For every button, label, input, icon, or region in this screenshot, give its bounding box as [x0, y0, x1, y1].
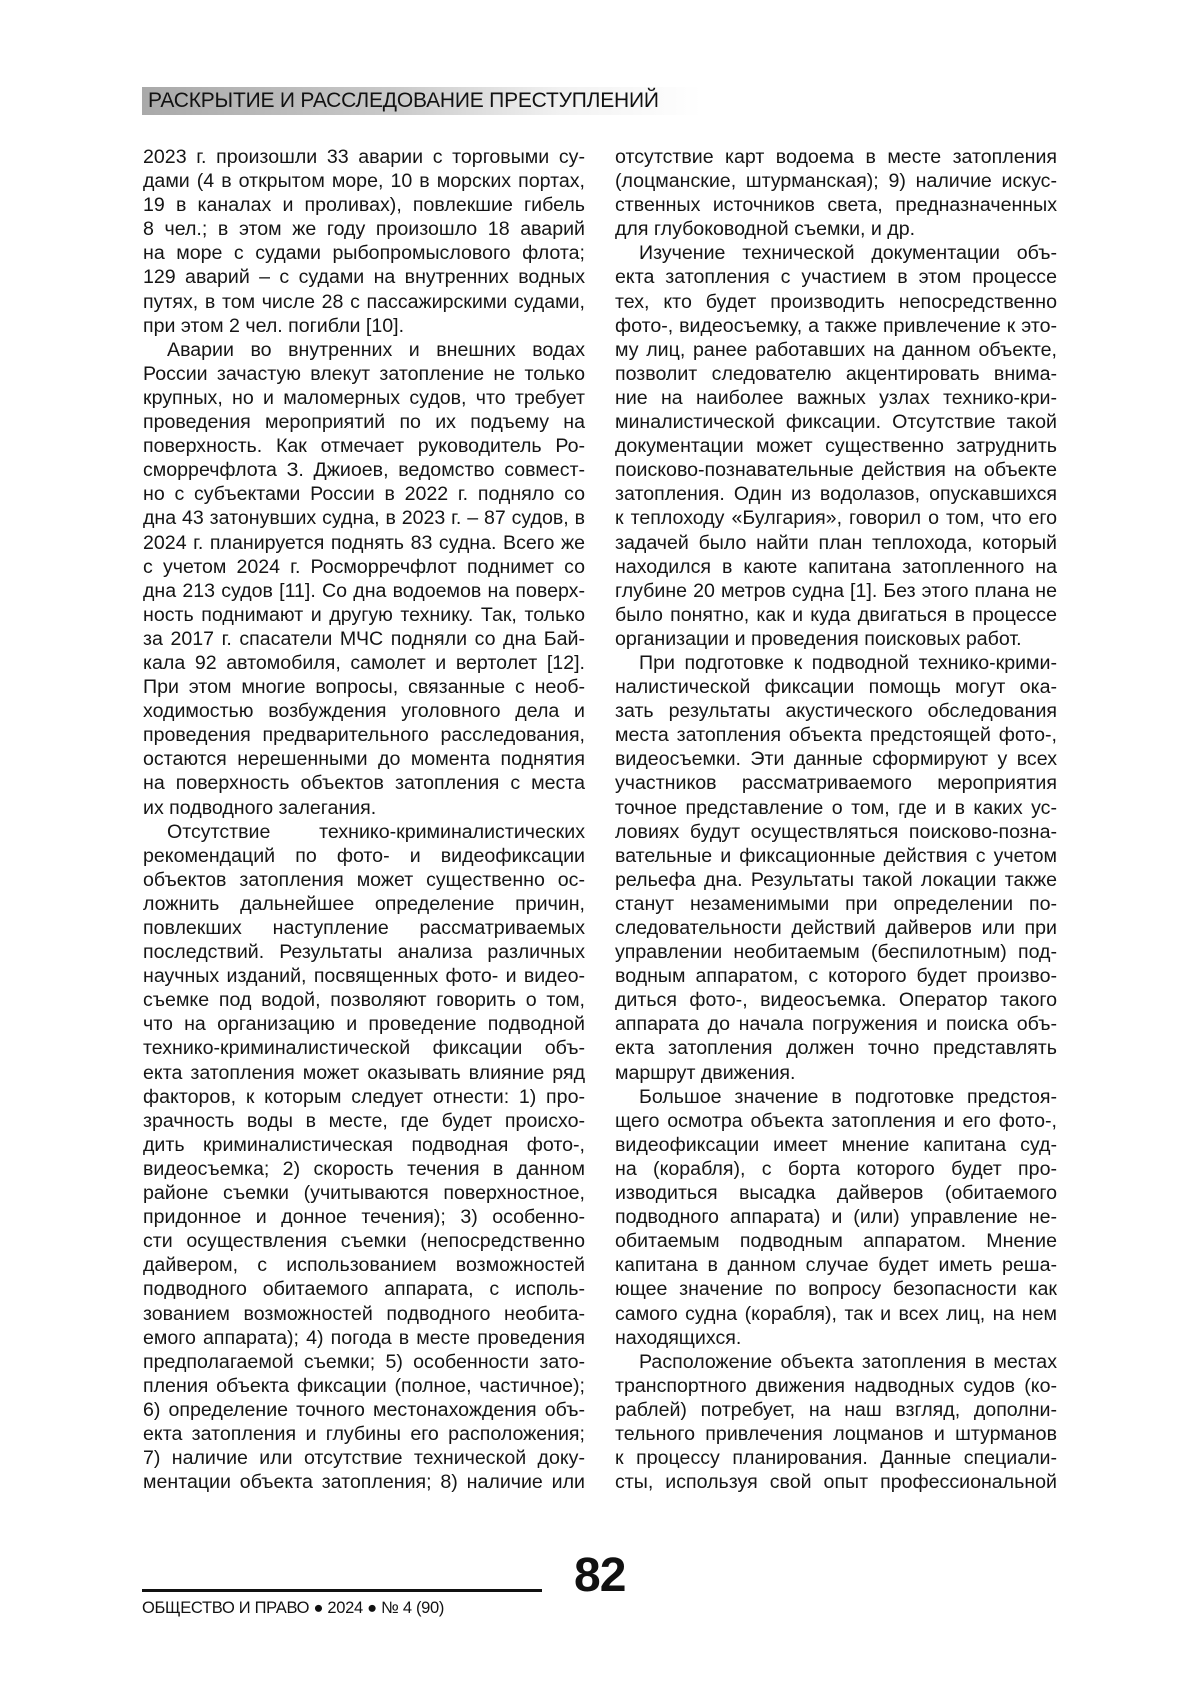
- text-line: их подводного залегания.: [143, 796, 585, 820]
- text-line: емого аппарата); 4) погода в месте проведения: [143, 1326, 585, 1350]
- text-line: пления объекта фиксации (полное, частичное);: [143, 1374, 585, 1398]
- text-line: капитана в данном случае будет иметь реша-: [615, 1253, 1057, 1277]
- text-line: дить криминалистическая подводная фото-,: [143, 1133, 585, 1157]
- text-line: за 2017 г. спасатели МЧС подняли со дна Бай-: [143, 627, 585, 651]
- text-line: екта затопления и глубины его расположения;: [143, 1422, 585, 1446]
- text-line: дами (4 в открытом море, 10 в морских портах,: [143, 169, 585, 193]
- paragraph: [143, 820, 585, 1495]
- text-line: повлекших наступление рассматриваемых: [143, 916, 585, 940]
- text-line: что на организацию и проведение подводной: [143, 1012, 585, 1036]
- text-line: 19 в каналах и проливах), повлекшие гибель: [143, 193, 585, 217]
- footer-divider: [142, 1589, 542, 1592]
- text-line: екта затопления должен точно представлять: [615, 1036, 1057, 1060]
- text-line: 129 аварий – с судами на внутренних водных: [143, 265, 585, 289]
- text-line: рельефа дна. Результаты такой локации также: [615, 868, 1057, 892]
- text-line: управлении необитаемым (беспилотным) под-: [615, 940, 1057, 964]
- text-line: Изучение технической документации объ-: [615, 241, 1057, 265]
- text-line: отсутствие карт водоема в месте затопления: [615, 145, 1057, 169]
- text-line: технико-криминалистической фиксации объ-: [143, 1036, 585, 1060]
- text-line: подводного обитаемого аппарата, с исполь-: [143, 1277, 585, 1301]
- text-line: ходимостью возбуждения уголовного дела и: [143, 699, 585, 723]
- text-line: диться фото-, видеосъемка. Оператор такого: [615, 988, 1057, 1012]
- text-line: ментации объекта затопления; 8) наличие или: [143, 1470, 585, 1494]
- text-line: станут незаменимыми при определении по-: [615, 892, 1057, 916]
- text-line: дна 213 судов [11]. Со дна водоемов на поверх-: [143, 579, 585, 603]
- left-column: [143, 145, 585, 1494]
- text-line: 6) определение точного местонахождения объ-: [143, 1398, 585, 1422]
- text-line: подводного аппарата) и (или) управление не-: [615, 1205, 1057, 1229]
- text-line: Аварии во внутренних и внешних водах: [143, 338, 585, 362]
- text-line: районе съемки (учитываются поверхностное,: [143, 1181, 585, 1205]
- text-line: видеофиксации имеет мнение капитана суд-: [615, 1133, 1057, 1157]
- text-line: му лиц, ранее работавших на данном объекте,: [615, 338, 1057, 362]
- text-line: маршрут движения.: [615, 1061, 1057, 1085]
- text-line: точное представление о том, где и в каких ус-: [615, 796, 1057, 820]
- paragraph: [143, 338, 585, 820]
- text-line: но с субъектами России в 2022 г. подняло со: [143, 482, 585, 506]
- text-line: фото-, видеосъемку, а также привлечение к это-: [615, 314, 1057, 338]
- journal-info: ОБЩЕСТВО И ПРАВО ● 2024 ● № 4 (90): [142, 1599, 444, 1618]
- text-line: Расположение объекта затопления в местах: [615, 1350, 1057, 1374]
- text-line: на море с судами рыбопромыслового флота;: [143, 241, 585, 265]
- text-line: сморречфлота З. Джиоев, ведомство совмест-: [143, 458, 585, 482]
- text-line: транспортного движения надводных судов (ко-: [615, 1374, 1057, 1398]
- text-line: 2023 г. произошли 33 аварии с торговыми су-: [143, 145, 585, 169]
- right-column: [615, 145, 1057, 1494]
- text-line: проведения предварительного расследования,: [143, 723, 585, 747]
- text-line: ние на наиболее важных узлах технико-кри-: [615, 386, 1057, 410]
- text-line: Отсутствие технико-криминалистических: [143, 820, 585, 844]
- text-line: зрачность воды в месте, где будет происхо-: [143, 1109, 585, 1133]
- text-line: организации и проведения поисковых работ.: [615, 627, 1057, 651]
- text-line: аппарата до начала погружения и поиска объ-: [615, 1012, 1057, 1036]
- text-line: к теплоходу «Булгария», говорил о том, что его: [615, 506, 1057, 530]
- text-line: придонное и донное течения); 3) особенно-: [143, 1205, 585, 1229]
- text-line: позволит следователю акцентировать внима-: [615, 362, 1057, 386]
- text-line: вательные и фиксационные действия с учетом: [615, 844, 1057, 868]
- paragraph: [615, 145, 1057, 241]
- text-line: научных изданий, посвященных фото- и видео-: [143, 964, 585, 988]
- paragraph: [615, 651, 1057, 1085]
- paragraph: [615, 1085, 1057, 1350]
- text-line: на (корабля), с борта которого будет про-: [615, 1157, 1057, 1181]
- text-line: рекомендаций по фото- и видеофиксации: [143, 844, 585, 868]
- text-line: для глубоководной съемки, и др.: [615, 217, 1057, 241]
- text-line: на поверхность объектов затопления с места: [143, 771, 585, 795]
- text-line: тельного привлечения лоцманов и штурманов: [615, 1422, 1057, 1446]
- text-line: раблей) потребует, на наш взгляд, дополни-: [615, 1398, 1057, 1422]
- text-line: находился в каюте капитана затопленного на: [615, 555, 1057, 579]
- text-line: следовательности действий дайверов или при: [615, 916, 1057, 940]
- text-line: ложнить дальнейшее определение причин,: [143, 892, 585, 916]
- text-line: объектов затопления может существенно ос-: [143, 868, 585, 892]
- text-line: ственных источников света, предназначенных: [615, 193, 1057, 217]
- text-line: крупных, но и маломерных судов, что требует: [143, 386, 585, 410]
- paragraph: [143, 145, 585, 338]
- text-line: поверхность. Как отмечает руководитель Ро-: [143, 434, 585, 458]
- text-line: ность поднимают и другую технику. Так, только: [143, 603, 585, 627]
- text-line: России зачастую влекут затопление не только: [143, 362, 585, 386]
- text-line: щего осмотра объекта затопления и его фото-,: [615, 1109, 1057, 1133]
- text-line: самого судна (корабля), так и всех лиц, на нем: [615, 1302, 1057, 1326]
- page-number: 82: [574, 1548, 625, 1603]
- text-line: При этом многие вопросы, связанные с необ-: [143, 675, 585, 699]
- text-line: 2024 г. планируется поднять 83 судна. Всего же: [143, 531, 585, 555]
- text-line: остаются нерешенными до момента поднятия: [143, 747, 585, 771]
- text-line: к процессу планирования. Данные специали-: [615, 1446, 1057, 1470]
- text-line: При подготовке к подводной технико-крими-: [615, 651, 1057, 675]
- paragraph: [615, 241, 1057, 651]
- text-line: екта затопления может оказывать влияние ряд: [143, 1061, 585, 1085]
- text-line: документации может существенно затруднить: [615, 434, 1057, 458]
- text-line: поисково-познавательные действия на объекте: [615, 458, 1057, 482]
- text-line: изводиться высадка дайверов (обитаемого: [615, 1181, 1057, 1205]
- text-line: сты, используя свой опыт профессиональной: [615, 1470, 1057, 1494]
- text-line: ловиях будут осуществляться поисково-позна-: [615, 820, 1057, 844]
- text-line: участников рассматриваемого мероприятия: [615, 771, 1057, 795]
- text-line: путях, в том числе 28 с пассажирскими судами,: [143, 290, 585, 314]
- text-line: (лоцманские, штурманская); 9) наличие искус-: [615, 169, 1057, 193]
- text-line: водным аппаратом, с которого будет произво-: [615, 964, 1057, 988]
- text-line: задачей было найти план теплохода, который: [615, 531, 1057, 555]
- text-line: зованием возможностей подводного необита-: [143, 1302, 585, 1326]
- text-line: места затопления объекта предстоящей фото-,: [615, 723, 1057, 747]
- text-line: видеосъемка; 2) скорость течения в данном: [143, 1157, 585, 1181]
- text-line: кала 92 автомобиля, самолет и вертолет [12].: [143, 651, 585, 675]
- text-line: при этом 2 чел. погибли [10].: [143, 314, 585, 338]
- text-line: видеосъемки. Эти данные сформируют у всех: [615, 747, 1057, 771]
- text-line: тех, кто будет производить непосредственно: [615, 290, 1057, 314]
- text-line: дайвером, с использованием возможностей: [143, 1253, 585, 1277]
- text-line: было понятно, как и куда двигаться в процессе: [615, 603, 1057, 627]
- paragraph: [615, 1350, 1057, 1495]
- text-line: 7) наличие или отсутствие технической доку-: [143, 1446, 585, 1470]
- section-title: РАСКРЫТИЕ И РАССЛЕДОВАНИЕ ПРЕСТУПЛЕНИЙ: [148, 89, 659, 113]
- text-line: затопления. Один из водолазов, опускавшихся: [615, 482, 1057, 506]
- text-line: Большое значение в подготовке предстоя-: [615, 1085, 1057, 1109]
- text-line: съемке под водой, позволяют говорить о том,: [143, 988, 585, 1012]
- text-line: миналистической фиксации. Отсутствие такой: [615, 410, 1057, 434]
- text-line: последствий. Результаты анализа различных: [143, 940, 585, 964]
- text-line: 8 чел.; в этом же году произошло 18 аварий: [143, 217, 585, 241]
- text-line: сти осуществления съемки (непосредственно: [143, 1229, 585, 1253]
- text-line: проведения мероприятий по их подъему на: [143, 410, 585, 434]
- text-line: екта затопления с участием в этом процессе: [615, 265, 1057, 289]
- text-line: налистической фиксации помощь могут ока-: [615, 675, 1057, 699]
- text-line: глубине 20 метров судна [1]. Без этого плана не: [615, 579, 1057, 603]
- text-line: предполагаемой съемки; 5) особенности зато-: [143, 1350, 585, 1374]
- text-line: факторов, к которым следует отнести: 1) про-: [143, 1085, 585, 1109]
- text-line: ющее значение по вопросу безопасности как: [615, 1277, 1057, 1301]
- text-line: дна 43 затонувших судна, в 2023 г. – 87 судов, в: [143, 506, 585, 530]
- text-line: зать результаты акустического обследования: [615, 699, 1057, 723]
- text-line: с учетом 2024 г. Росморречфлот поднимет со: [143, 555, 585, 579]
- text-line: находящихся.: [615, 1326, 1057, 1350]
- text-line: обитаемым подводным аппаратом. Мнение: [615, 1229, 1057, 1253]
